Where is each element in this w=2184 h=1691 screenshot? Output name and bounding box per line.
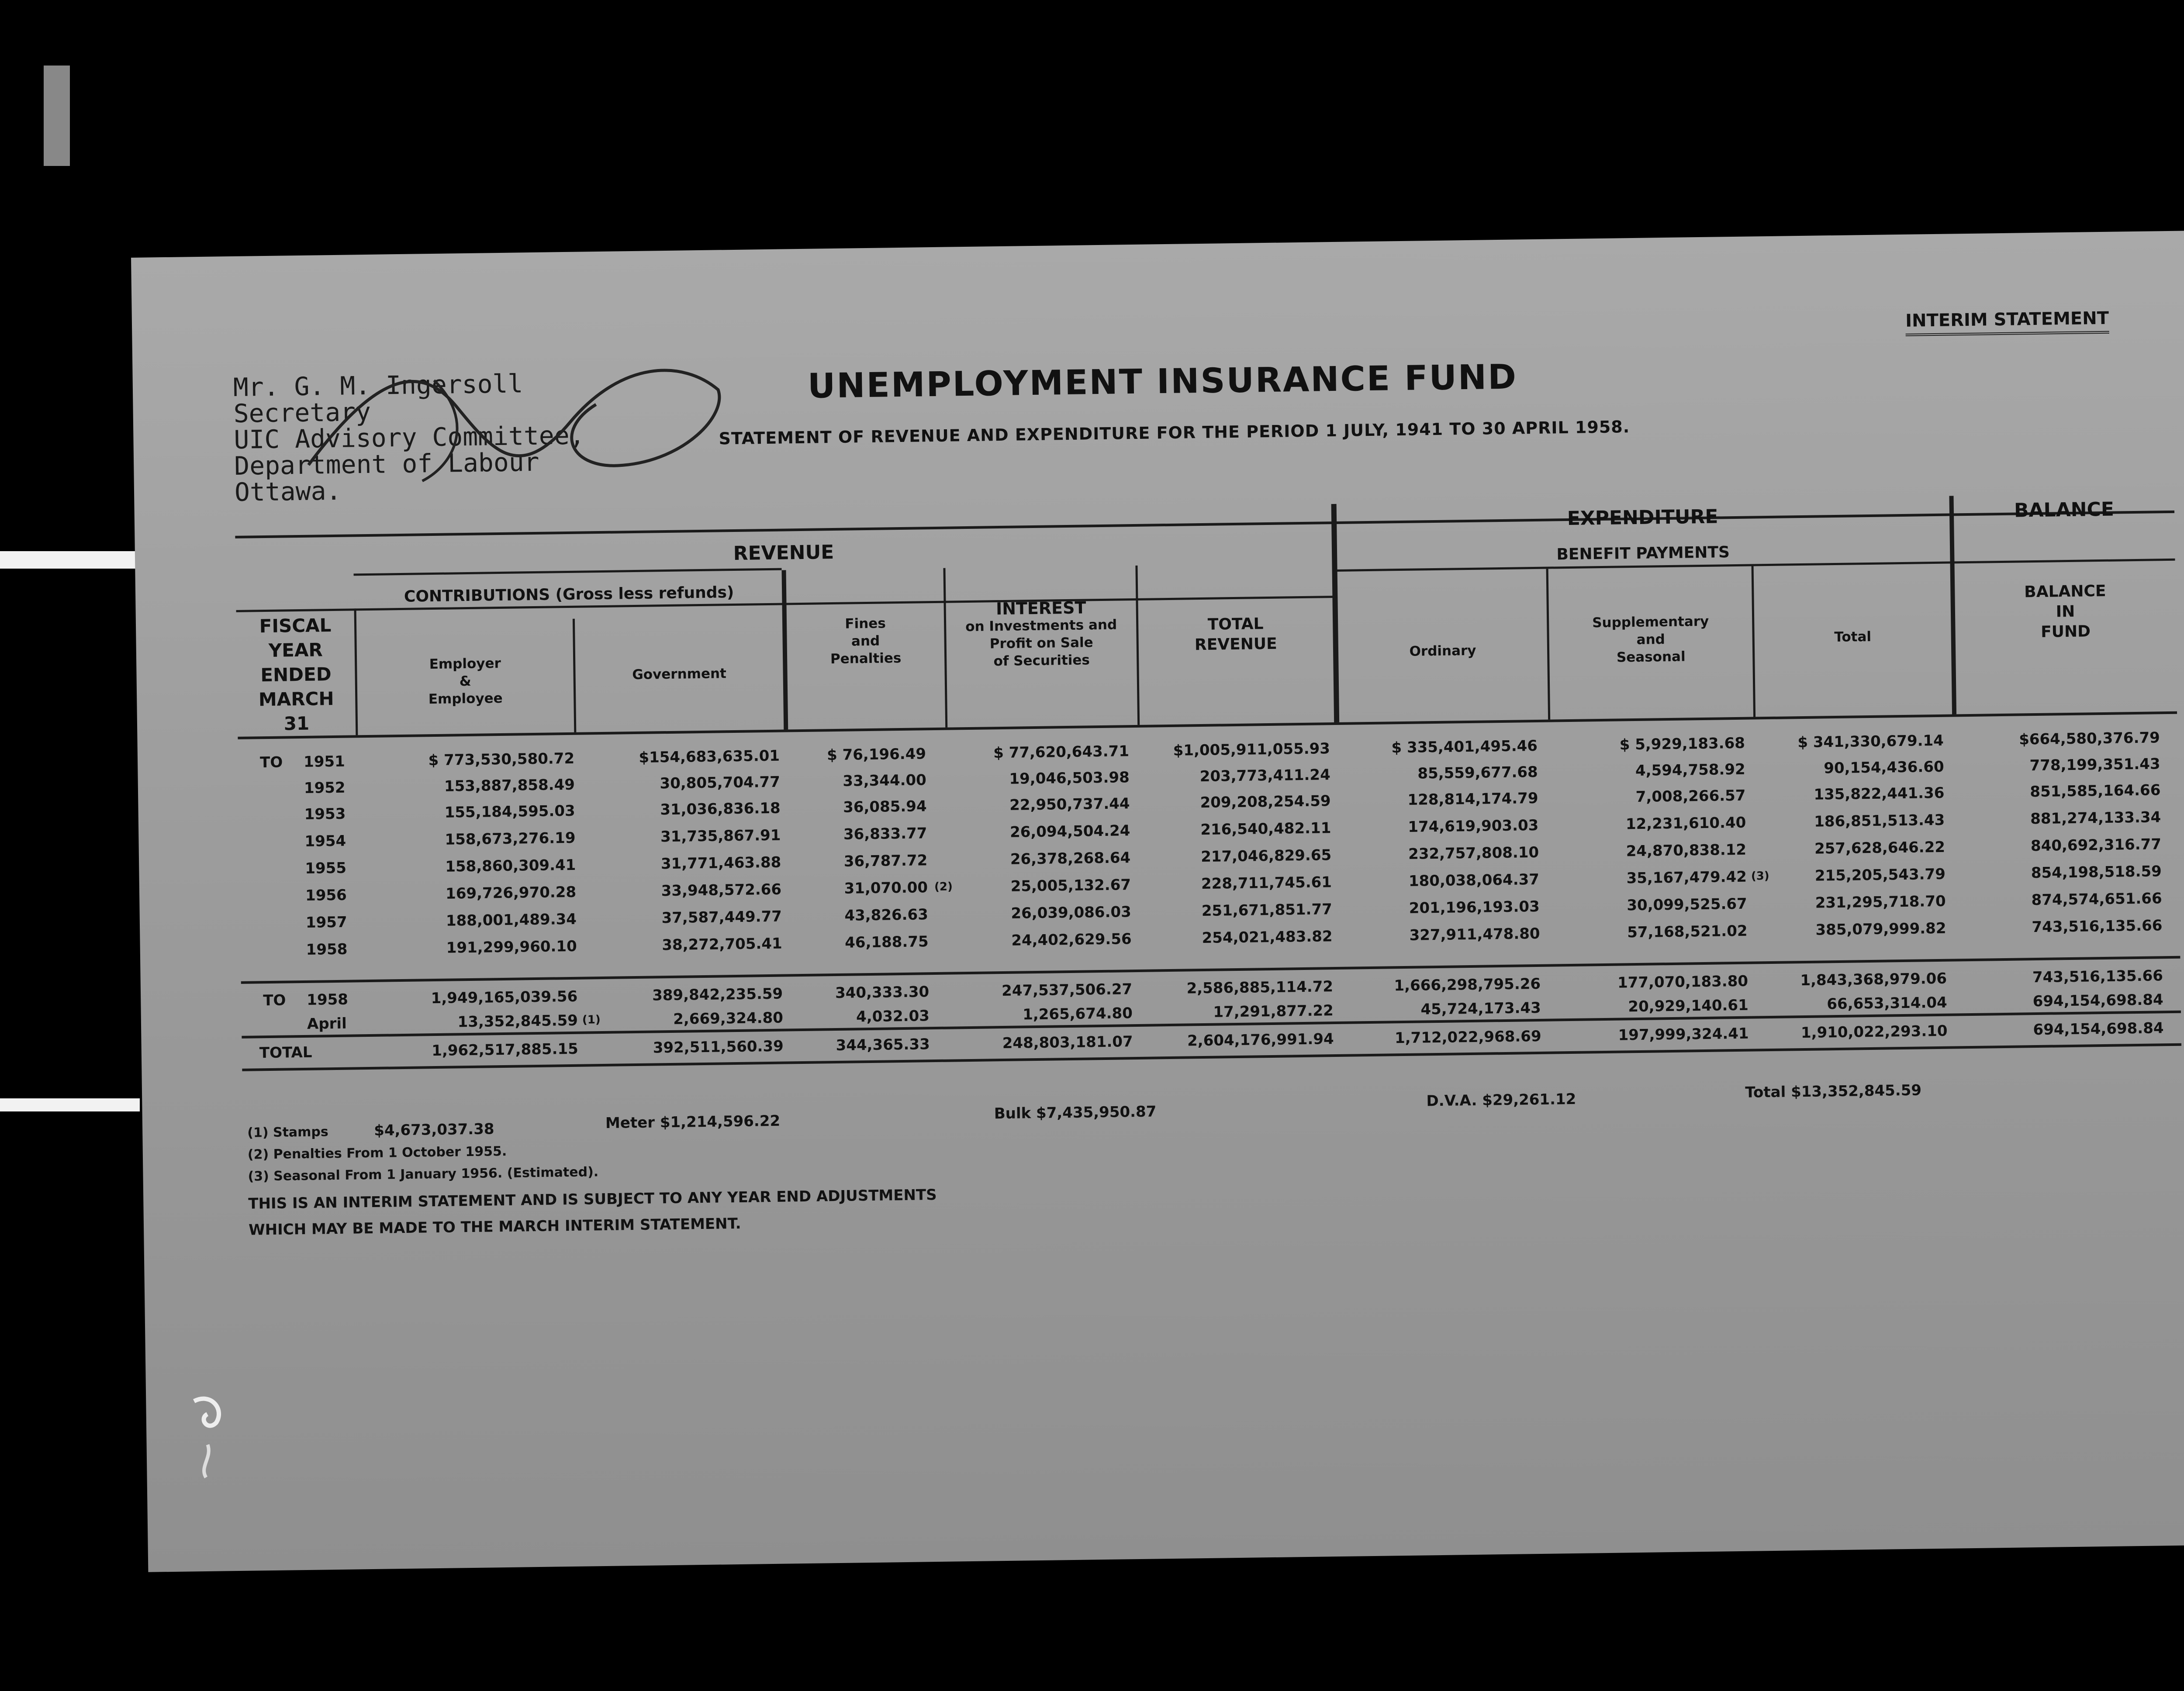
dva-value: D.V.A. $29,261.12	[1426, 1090, 1576, 1110]
cell-fines: 43,826.63	[844, 906, 929, 925]
cell-employer: 169,726,970.28	[445, 883, 577, 903]
cell-fines: 36,085.94	[843, 797, 927, 816]
cell-balance: 881,274,133.34	[2030, 808, 2161, 828]
page-title: UNEMPLOYMENT INSURANCE FUND	[807, 357, 1518, 406]
cell-total-revenue: 17,291,877.22	[1213, 1002, 1334, 1021]
cell-total: 1,843,368,979.06	[1800, 970, 1947, 990]
film-light-leak-left-top	[0, 551, 140, 569]
interest-header-line: INTEREST	[995, 598, 1086, 619]
cell-employer: 158,673,276.19	[445, 829, 576, 849]
cell-balance: 874,574,651.66	[2031, 890, 2162, 909]
film-light-leak-left-bottom	[0, 1098, 140, 1111]
cell-balance: 743,516,135.66	[2032, 967, 2163, 987]
cell-supplementary: 177,070,183.80	[1617, 972, 1749, 992]
fiscal-year-line: FISCAL	[259, 614, 332, 637]
cell-balance: 694,154,698.84	[2032, 991, 2163, 1011]
cell-ordinary: 201,196,193.03	[1409, 897, 1540, 917]
cell-ordinary: 1,712,022,968.69	[1394, 1027, 1541, 1047]
total-revenue-header	[1138, 613, 1333, 656]
cell-employer: 158,860,309.41	[445, 856, 576, 876]
supplementary-header-line: and	[1636, 632, 1666, 648]
cell-interest: 26,039,086.03	[1011, 903, 1132, 922]
document-sheet	[131, 230, 2184, 1572]
contributions-header: CONTRIBUTIONS (Gross less refunds)	[404, 583, 734, 606]
expenditure-header: EXPENDITURE	[1567, 505, 1718, 530]
row-year: April	[307, 1015, 347, 1033]
cell-government: 38,272,705.41	[662, 935, 782, 954]
cell-supplementary: 35,167,479.42	[1626, 868, 1747, 887]
cell-interest: 26,094,504.24	[1009, 822, 1130, 841]
row-year: 1955	[305, 859, 347, 877]
row-year: TOTAL	[259, 1043, 312, 1062]
interest-header	[946, 598, 1137, 671]
cell-ordinary: 232,757,808.10	[1408, 843, 1539, 863]
cell-employer: 153,887,858.49	[444, 776, 575, 795]
interest-header-line: of Securities	[993, 652, 1090, 669]
cell-balance: 694,154,698.84	[2033, 1019, 2164, 1039]
cell-employer: 1,949,165,039.56	[431, 987, 578, 1008]
row-year: 1952	[304, 779, 346, 797]
cell-total-revenue: 251,671,851.77	[1201, 901, 1333, 920]
cell-government: 31,036,836.18	[660, 799, 781, 819]
fiscal-year-line: 31	[283, 712, 310, 735]
cell-ordinary: 327,911,478.80	[1409, 925, 1540, 944]
cell-government: 33,948,572.66	[661, 880, 782, 900]
fines-header-line: and	[851, 633, 880, 649]
cell-balance: $664,580,376.79	[2018, 729, 2160, 749]
cell-supplementary: 24,870,838.12	[1626, 841, 1747, 860]
cell-employer: $ 773,530,580.72	[428, 749, 575, 770]
interim-note-line-2: WHICH MAY BE MADE TO THE MARCH INTERIM STATEMENT.	[248, 1215, 741, 1239]
address-line: UIC Advisory Committee,	[234, 420, 585, 455]
interest-header-line: Profit on Sale	[989, 635, 1093, 652]
cell-government: 31,735,867.91	[660, 826, 781, 846]
cell-total: 90,154,436.60	[1824, 758, 1944, 777]
cell-total: 231,295,718.70	[1815, 892, 1946, 912]
fiscal-year-header	[236, 613, 356, 737]
cell-total-revenue: $1,005,911,055.93	[1173, 740, 1330, 759]
cell-fines: 46,188.75	[844, 933, 929, 952]
cell-total: 186,851,513.43	[1814, 811, 1945, 831]
cell-ordinary: 1,666,298,795.26	[1394, 975, 1541, 995]
cell-balance: 743,516,135.66	[2032, 917, 2163, 936]
balance-in-fund-line: IN	[2056, 602, 2075, 621]
cell-government: 392,511,560.39	[653, 1037, 784, 1057]
cell-interest: 24,402,629.56	[1011, 930, 1132, 949]
cell-balance: 851,585,164.66	[2030, 781, 2161, 801]
row-year: 1953	[304, 805, 346, 823]
cell-ordinary: 180,038,064.37	[1408, 870, 1540, 890]
handwritten-scribble	[290, 350, 737, 487]
row-year: 1957	[305, 913, 347, 932]
cell-supplementary: 12,231,610.40	[1625, 814, 1746, 833]
cell-employer: 155,184,595.03	[444, 802, 575, 821]
stamps-value: $4,673,037.38	[373, 1120, 494, 1139]
cell-government: $154,683,635.01	[639, 747, 780, 766]
cell-interest: $ 77,620,643.71	[993, 742, 1130, 762]
cell-total-revenue: 254,021,483.82	[1202, 928, 1333, 947]
employer-note: (1)	[582, 1013, 601, 1027]
balance-in-fund-line: FUND	[2040, 622, 2091, 641]
row-year: 1958	[307, 990, 349, 1009]
fines-note: (2)	[934, 880, 953, 894]
cell-government: 2,669,324.80	[673, 1009, 784, 1028]
cell-supplementary: 57,168,521.02	[1627, 922, 1748, 942]
total-stamps-value: Total $13,352,845.59	[1745, 1081, 1922, 1101]
cell-interest: 247,537,506.27	[1001, 980, 1133, 1000]
cell-supplementary: 30,099,525.67	[1627, 895, 1747, 915]
interim-note-line-1: THIS IS AN INTERIM STATEMENT AND IS SUBJECT TO ANY YEAR END ADJUSTMENTS	[248, 1186, 937, 1213]
fund-table	[235, 493, 2182, 1099]
cell-government: 30,805,704.77	[660, 773, 781, 793]
supplementary-header-line: Seasonal	[1616, 649, 1686, 666]
cell-total-revenue: 209,208,254.59	[1200, 792, 1331, 812]
cell-employer: 13,352,845.59	[457, 1011, 578, 1031]
cell-balance: 840,692,316.77	[2030, 835, 2162, 855]
cell-total: $ 341,330,679.14	[1797, 732, 1944, 752]
supplementary-header-line: Supplementary	[1592, 613, 1709, 631]
film-edge-mark	[44, 66, 70, 166]
address-line: Department of Labour	[234, 447, 540, 481]
cell-total-revenue: 228,711,745.61	[1201, 873, 1332, 893]
fiscal-year-line: MARCH	[258, 688, 334, 711]
cell-government: 389,842,235.59	[652, 985, 783, 1004]
interest-header-line: on Investments and	[965, 617, 1117, 635]
stamps-label: (1) Stamps	[247, 1124, 329, 1141]
cell-ordinary: 85,559,677.68	[1417, 763, 1538, 783]
cell-ordinary: $ 335,401,495.46	[1391, 737, 1538, 757]
address-line: Secretary	[233, 397, 371, 428]
row-year: 1958	[306, 940, 348, 959]
row-year: 1954	[304, 832, 346, 850]
cell-interest: 22,950,737.44	[1009, 795, 1130, 814]
ordinary-header: Ordinary	[1409, 642, 1476, 659]
cell-total-revenue: 217,046,829.65	[1200, 846, 1332, 866]
revenue-header: REVENUE	[733, 541, 834, 565]
cell-ordinary: 174,619,903.03	[1408, 816, 1539, 836]
cell-total: 257,628,646.22	[1814, 838, 1946, 858]
cell-fines: 4,032.03	[856, 1007, 930, 1026]
row-prefix: TO	[263, 991, 286, 1010]
cell-balance: 778,199,351.43	[2029, 755, 2160, 775]
cell-fines: 33,344.00	[843, 771, 927, 790]
employer-header-line: Employee	[428, 690, 503, 707]
row-year: 1956	[305, 886, 347, 904]
cell-balance: 854,198,518.59	[2031, 863, 2162, 882]
cell-total: 1,910,022,293.10	[1800, 1022, 1948, 1042]
cell-fines: $ 76,196.49	[826, 745, 926, 764]
cell-interest: 1,265,674.80	[1022, 1004, 1133, 1024]
fines-header	[787, 614, 945, 669]
total-revenue-line: TOTAL	[1207, 615, 1264, 634]
cell-interest: 19,046,503.98	[1009, 769, 1130, 788]
cell-total: 66,653,314.04	[1827, 994, 1947, 1013]
row-year: 1951	[303, 752, 346, 771]
cell-interest: 25,005,132.67	[1010, 876, 1131, 895]
fiscal-year-line: YEAR	[268, 639, 323, 661]
cell-fines: 340,333.30	[835, 983, 930, 1002]
supplementary-header	[1549, 612, 1753, 667]
cell-fines: 36,833.77	[843, 825, 927, 843]
cell-supplementary: 4,594,758.92	[1635, 760, 1745, 780]
row-prefix: TO	[259, 753, 283, 772]
cell-ordinary: 128,814,174.79	[1407, 789, 1538, 809]
cell-fines: 31,070.00	[844, 879, 928, 897]
cell-employer: 191,299,960.10	[446, 937, 577, 957]
cell-employer: 1,962,517,885.15	[432, 1040, 579, 1060]
balance-header: BALANCE	[2014, 498, 2115, 522]
cell-total: 385,079,999.82	[1815, 919, 1946, 939]
meter-value: Meter $1,214,596.22	[605, 1112, 781, 1132]
page-subtitle: STATEMENT OF REVENUE AND EXPENDITURE FOR THE PERIOD 1 JULY, 1941 TO 30 APRIL 1958.	[719, 417, 1630, 449]
balance-in-fund-line: BALANCE	[2024, 582, 2106, 601]
bulk-value: Bulk $7,435,950.87	[994, 1103, 1157, 1123]
cell-ordinary: 45,724,173.43	[1420, 999, 1541, 1018]
cell-total: 215,205,543.79	[1814, 865, 1946, 885]
cell-interest: 248,803,181.07	[1002, 1033, 1133, 1053]
address-line: Ottawa.	[234, 476, 342, 507]
government-header: Government	[632, 666, 727, 683]
balance-in-fund-header	[1955, 580, 2176, 644]
cell-fines: 344,365.33	[836, 1035, 930, 1055]
cell-interest: 26,378,268.64	[1010, 849, 1131, 868]
interim-statement-badge: INTERIM STATEMENT	[1905, 308, 2109, 336]
cell-total-revenue: 2,604,176,991.94	[1187, 1030, 1334, 1050]
cell-supplementary: $ 5,929,183.68	[1619, 734, 1745, 754]
cell-fines: 36,787.72	[843, 852, 928, 870]
cell-government: 37,587,449.77	[661, 908, 782, 927]
employer-header-line: Employer	[429, 655, 501, 673]
cell-employer: 188,001,489.34	[446, 910, 577, 930]
benefit-payments-header: BENEFIT PAYMENTS	[1556, 543, 1730, 564]
total-expenditure-header: Total	[1834, 628, 1872, 645]
supplementary-note: (3)	[1751, 870, 1769, 883]
fines-header-line: Fines	[845, 615, 886, 632]
address-line: Mr. G. M. Ingersoll	[233, 369, 523, 402]
cell-total-revenue: 2,586,885,114.72	[1186, 978, 1334, 997]
cell-total: 135,822,441.36	[1814, 784, 1945, 804]
footnote-3: (3) Seasonal From 1 January 1956. (Estimated).	[248, 1164, 599, 1184]
footnote-2: (2) Penalties From 1 October 1955.	[247, 1143, 507, 1163]
cell-government: 31,771,463.88	[660, 853, 781, 873]
employer-header-line: &	[459, 673, 472, 690]
cell-supplementary: 7,008,266.57	[1635, 787, 1746, 806]
paper-stain	[181, 1392, 235, 1480]
fines-header-line: Penalties	[830, 650, 902, 667]
total-revenue-line: REVENUE	[1194, 635, 1277, 654]
cell-supplementary: 197,999,324.41	[1618, 1025, 1749, 1044]
fiscal-year-line: ENDED	[260, 663, 332, 686]
cell-supplementary: 20,929,140.61	[1628, 996, 1749, 1016]
cell-total-revenue: 216,540,482.11	[1200, 819, 1331, 839]
employer-employee-header	[357, 654, 574, 709]
cell-total-revenue: 203,773,411.24	[1199, 766, 1330, 786]
